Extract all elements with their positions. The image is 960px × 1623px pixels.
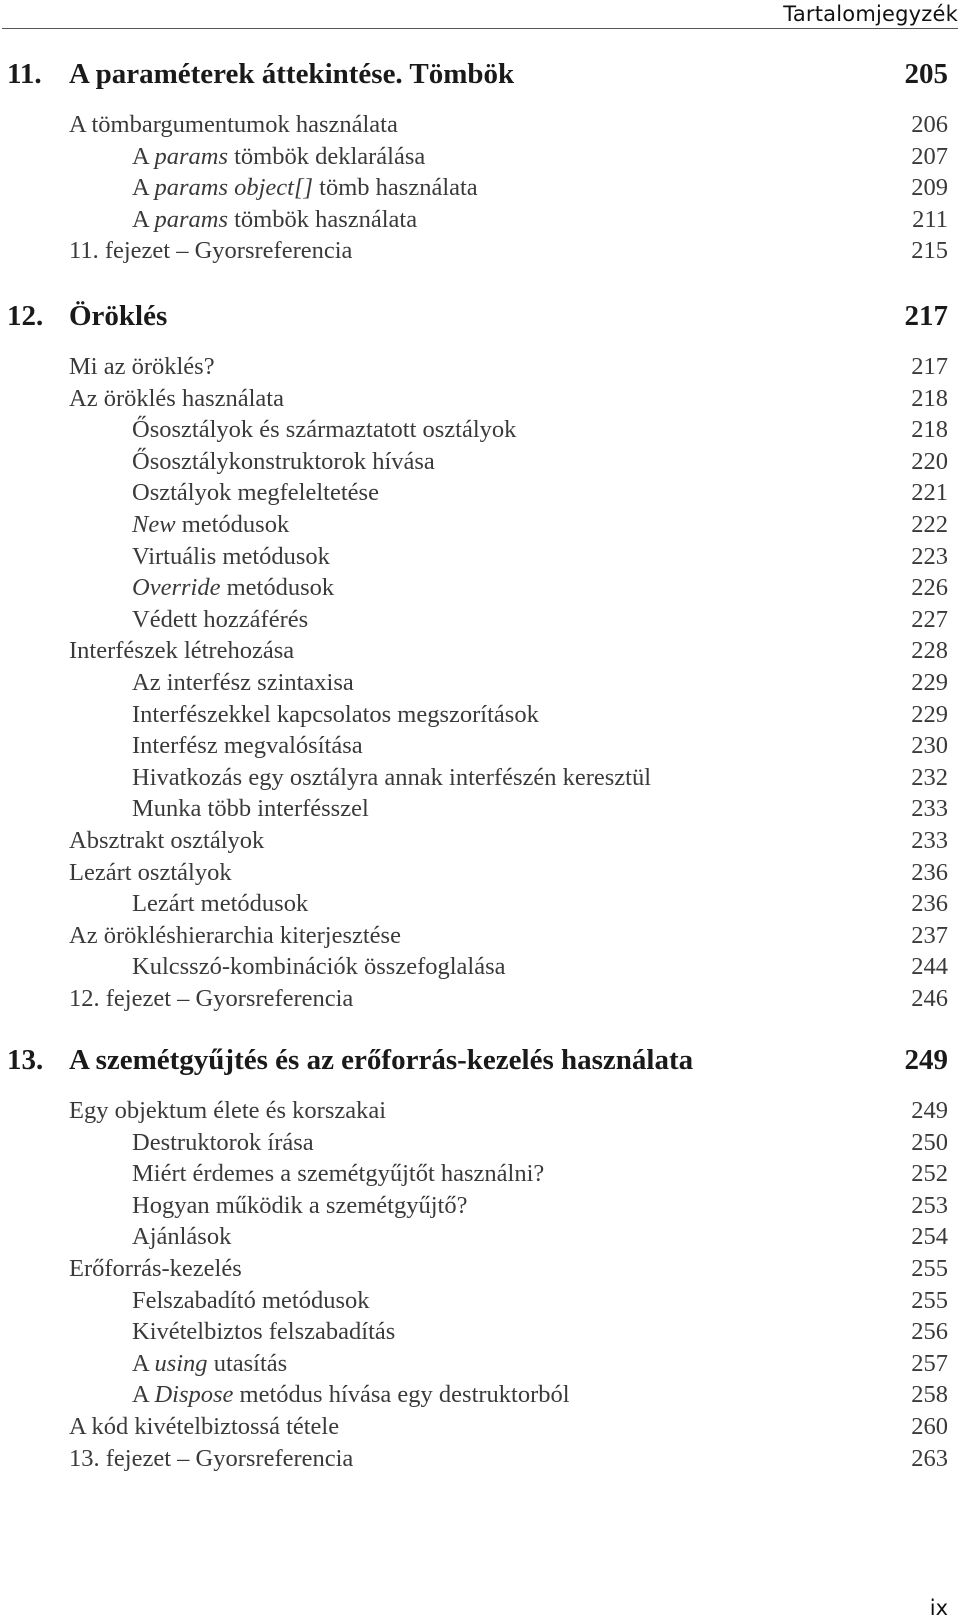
toc-entry-title: Az örökléshierarchia kiterjesztése [69,921,401,949]
toc-entry-title: Absztrakt osztályok [69,827,265,854]
chapter-number: 11. [7,58,42,90]
toc-entry [0,206,960,236]
toc-entry-title: A using utasítás [132,1349,288,1377]
toc-entry-title: Override metódusok [132,574,335,602]
toc-entry-page-number: 236 [911,890,948,918]
toc-entry-page-number: 249 [911,1097,948,1124]
toc-entry-page-number: 263 [911,1444,948,1472]
toc-entry [0,574,960,604]
toc-entry-page-number: 227 [911,605,948,633]
toc-entry [0,448,960,478]
toc-entry-title: Erőforrás-kezelés [69,1255,242,1282]
chapter-heading [0,300,960,336]
chapter-title: Öröklés [69,300,168,332]
toc-entry-page-number: 254 [911,1223,948,1251]
toc-entry-title: Lezárt metódusok [132,890,309,918]
toc-entry [0,237,960,267]
toc-entry [0,1318,960,1348]
chapter-title: A szemétgyűjtés és az erőforrás-kezelés használata [69,1044,694,1076]
toc-entry [0,1287,960,1317]
toc-entry [0,732,960,762]
toc-entry-page-number: 226 [911,574,948,602]
toc-entry-title: Osztályok megfeleltetése [132,479,379,507]
toc-entry-title: Kivételbiztos felszabadítás [132,1318,396,1346]
toc-entry-page-number: 221 [911,479,948,507]
toc-entry-page-number: 211 [912,205,948,233]
toc-entry [0,953,960,983]
toc-entry-title: Hivatkozás egy osztályra annak interfészén keresztül [132,763,652,791]
toc-entry-page-number: 252 [911,1160,948,1188]
toc-entry [0,416,960,446]
toc-entry [0,1129,960,1159]
toc-entry-title: New metódusok [132,511,290,538]
toc-entry [0,111,960,141]
toc-entry-title: A params tömbök használata [132,205,418,233]
toc-entry-title: Lezárt osztályok [69,858,232,886]
toc-entry-title: Ajánlások [132,1223,232,1251]
toc-entry-page-number: 220 [911,447,948,475]
toc-entry [0,511,960,541]
toc-entry-title: Hogyan működik a szemétgyűjtő? [132,1191,468,1219]
chapter-page-number: 249 [904,1044,948,1076]
toc-entry-page-number: 206 [911,111,948,138]
chapter-page-number: 205 [904,58,948,90]
toc-entry-page-number: 257 [911,1349,948,1377]
page-number: ix [929,1596,948,1620]
toc-entry-title: Ősosztályok és származtatott osztályok [132,416,517,444]
toc-entry [0,890,960,920]
chapter-heading [0,58,960,94]
toc-entry-page-number: 236 [911,858,948,886]
header-rule [2,28,958,29]
toc-entry-title: 13. fejezet – Gyorsreferencia [69,1444,354,1472]
toc-entry [0,764,960,794]
toc-entry [0,1413,960,1443]
toc-entry-title: Felszabadító metódusok [132,1286,370,1314]
chapter-number: 13. [7,1044,44,1076]
toc-entry [0,543,960,573]
toc-entry [0,637,960,667]
toc-entry [0,795,960,825]
toc-entry [0,353,960,383]
toc-entry-page-number: 237 [911,921,948,949]
toc-entry-title: Az öröklés használata [69,384,284,412]
toc-entry-page-number: 209 [911,174,948,202]
toc-entry-page-number: 258 [911,1381,948,1409]
toc-entry-title: Interfészek létrehozása [69,637,295,665]
toc-entry-title: A params object[] tömb használata [132,174,478,202]
chapter-title: A paraméterek áttekintése. Tömbök [69,58,515,90]
toc-entry-title: Kulcsszó-kombinációk összefoglalása [132,953,506,981]
toc-entry [0,174,960,204]
toc-entry-page-number: 222 [911,511,948,538]
toc-entry-page-number: 250 [911,1128,948,1156]
toc-entry [0,1160,960,1190]
toc-entry-page-number: 253 [911,1191,948,1219]
toc-entry [0,1350,960,1380]
toc-entry-page-number: 233 [911,827,948,854]
toc-entry-title: Egy objektum élete és korszakai [69,1097,387,1124]
toc-entry-page-number: 218 [911,416,948,444]
toc-entry-title: A tömbargumentumok használata [69,111,398,138]
toc-entry [0,1255,960,1285]
toc-entry [0,1445,960,1475]
toc-entry [0,922,960,952]
toc-entry-page-number: 233 [911,795,948,823]
toc-entry [0,669,960,699]
toc-entry-page-number: 256 [911,1318,948,1346]
chapter-heading [0,1044,960,1080]
toc-entry [0,985,960,1015]
toc-entry-page-number: 232 [911,763,948,791]
toc-entry [0,859,960,889]
toc-entry-title: 12. fejezet – Gyorsreferencia [69,985,354,1012]
toc-entry-title: Ősosztálykonstruktorok hívása [132,447,435,475]
toc-entry [0,1097,960,1127]
toc-entry [0,385,960,415]
toc-entry [0,827,960,857]
toc-entry [0,1192,960,1222]
toc-entry-title: A Dispose metódus hívása egy destruktorból [132,1381,570,1409]
toc-entry-page-number: 223 [911,542,948,570]
toc-entry [0,701,960,731]
toc-entry-page-number: 215 [911,237,948,265]
toc-entry-page-number: 217 [911,353,948,380]
toc-entry-page-number: 229 [911,700,948,728]
toc-entry-title: Az interfész szintaxisa [132,669,354,696]
toc-entry-title: 11. fejezet – Gyorsreferencia [69,237,353,265]
toc-entry [0,1223,960,1253]
chapter-number: 12. [7,300,44,332]
toc-entry-title: Interfész megvalósítása [132,732,363,760]
toc-entry-page-number: 244 [911,953,948,981]
toc-entry-page-number: 207 [911,142,948,170]
toc-entry-page-number: 218 [911,384,948,412]
toc-entry-title: A params tömbök deklarálása [132,142,426,170]
chapter-page-number: 217 [904,300,948,332]
toc-entry-title: Interfészekkel kapcsolatos megszorítások [132,700,539,728]
toc-entry-title: Miért érdemes a szemétgyűjtőt használni? [132,1160,545,1188]
toc-entry [0,1381,960,1411]
toc-entry-page-number: 229 [911,669,948,696]
toc-entry-page-number: 255 [911,1286,948,1314]
toc-entry-title: Munka több interfésszel [132,795,369,823]
toc-entry-page-number: 260 [911,1413,948,1440]
toc-entry-page-number: 230 [911,732,948,760]
toc-entry-page-number: 246 [911,985,948,1012]
toc-entry [0,606,960,636]
toc-entry-title: Védett hozzáférés [132,605,309,633]
toc-entry-page-number: 228 [911,637,948,665]
toc-entry-title: Destruktorok írása [132,1128,314,1156]
toc-entry [0,143,960,173]
running-header: Tartalomjegyzék [783,2,958,26]
toc-entry-title: A kód kivételbiztossá tétele [69,1413,340,1440]
toc-entry [0,479,960,509]
toc-entry-title: Virtuális metódusok [132,542,330,570]
toc-entry-title: Mi az öröklés? [69,353,215,380]
toc-entry-page-number: 255 [911,1255,948,1282]
